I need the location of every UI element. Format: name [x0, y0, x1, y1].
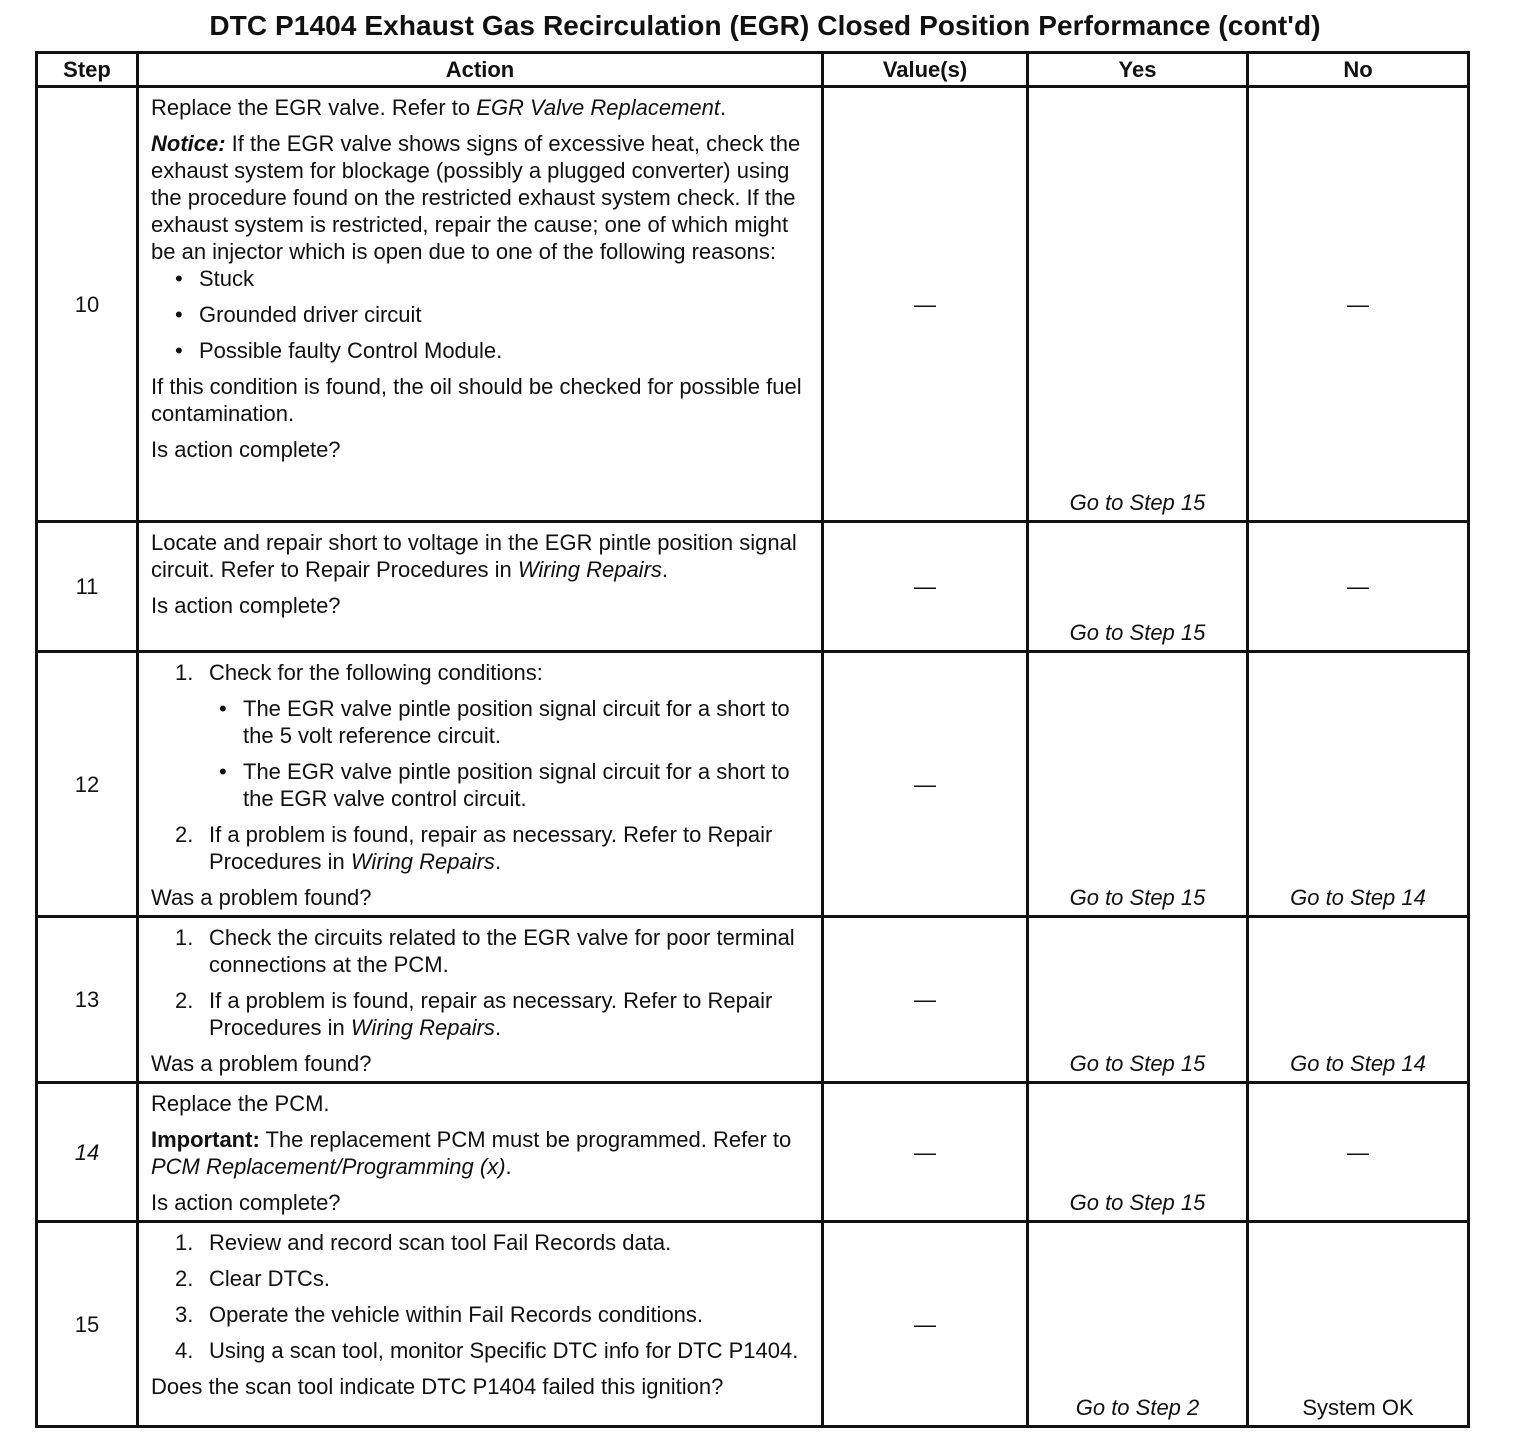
value-cell: — — [823, 1083, 1028, 1222]
bullet-list — [151, 265, 811, 364]
item-text: If a problem is found, repair as necessary. Refer to Repair Procedures in — [209, 988, 773, 1040]
numbered-item — [175, 659, 811, 812]
no-cell: — — [1248, 1083, 1469, 1222]
important-text: . — [505, 1154, 512, 1179]
action-question: Is action complete? — [151, 593, 341, 618]
header-values: Value(s) — [823, 53, 1028, 87]
table-row — [37, 87, 1469, 522]
action-cell — [138, 1083, 823, 1222]
numbered-item — [175, 1337, 811, 1364]
yes-goto: Go to Step 15 — [1069, 1190, 1206, 1215]
reference-link: Wiring Repairs — [350, 849, 495, 874]
numbered-list — [151, 1229, 811, 1364]
table-row — [37, 1222, 1469, 1427]
important-text: The replacement PCM must be programmed. Refer to — [259, 1127, 792, 1152]
value-cell: — — [823, 1222, 1028, 1427]
action-paragraph: Replace the PCM. — [151, 1091, 330, 1116]
action-paragraph: If this condition is found, the oil should be checked for possible fuel contamination. — [151, 374, 802, 426]
bullet-item: • The EGR valve pintle position signal circuit for a short to the 5 volt reference circuit. — [219, 695, 811, 749]
yes-cell — [1028, 87, 1248, 522]
bullet-item: • Stuck — [175, 265, 811, 292]
value-cell: — — [823, 87, 1028, 522]
action-question: Is action complete? — [151, 1190, 341, 1215]
no-cell: — — [1248, 522, 1469, 652]
action-cell — [138, 917, 823, 1083]
bullet-list — [209, 695, 811, 812]
numbered-list — [151, 924, 811, 1041]
reference-link: Wiring Repairs — [350, 1015, 495, 1040]
item-number: 4. — [175, 1338, 194, 1363]
value-cell: — — [823, 522, 1028, 652]
table-row — [37, 522, 1469, 652]
action-text: Replace the EGR valve. Refer to — [151, 95, 477, 120]
important-paragraph — [151, 1126, 811, 1180]
item-number: 3. — [175, 1302, 194, 1327]
step-number: 10 — [37, 87, 138, 522]
yes-goto: Go to Step 15 — [1069, 885, 1206, 910]
yes-cell — [1028, 1083, 1248, 1222]
item-number: 2. — [175, 822, 194, 847]
yes-cell — [1028, 1222, 1248, 1427]
bullet-item: • The EGR valve pintle position signal circuit for a short to the EGR valve control circuit. — [219, 758, 811, 812]
item-text: Review and record scan tool Fail Records data. — [209, 1230, 672, 1255]
item-text: Check the circuits related to the EGR valve for poor terminal connections at the PCM. — [209, 925, 795, 977]
action-question: Was a problem found? — [151, 885, 372, 910]
action-text: . — [720, 95, 727, 120]
notice-label: Notice: — [151, 131, 226, 156]
step-number: 11 — [37, 522, 138, 652]
item-number: 2. — [175, 1266, 194, 1291]
action-paragraph — [151, 529, 811, 583]
no-cell — [1248, 652, 1469, 917]
value-cell: — — [823, 652, 1028, 917]
item-number: 1. — [175, 925, 194, 950]
header-step: Step — [37, 53, 138, 87]
yes-goto: Go to Step 15 — [1069, 490, 1206, 515]
item-text: Using a scan tool, monitor Specific DTC info for DTC P1404. — [209, 1338, 799, 1363]
item-text: . — [494, 849, 502, 874]
action-question: Was a problem found? — [151, 1051, 372, 1076]
numbered-list — [151, 659, 811, 875]
no-result: System OK — [1302, 1395, 1414, 1420]
bullet-item: • Grounded driver circuit — [175, 301, 811, 328]
numbered-item — [175, 821, 811, 875]
no-goto: Go to Step 14 — [1290, 885, 1426, 910]
numbered-item — [175, 924, 811, 978]
item-number: 1. — [175, 1230, 194, 1255]
action-question: Is action complete? — [151, 437, 341, 462]
step-number: 14 — [37, 1083, 138, 1222]
action-question: Does the scan tool indicate DTC P1404 failed this ignition? — [151, 1374, 724, 1399]
page-title: DTC P1404 Exhaust Gas Recirculation (EGR) Closed Position Performance (cont'd) — [209, 10, 1321, 41]
step-number: 12 — [37, 652, 138, 917]
action-cell — [138, 652, 823, 917]
yes-goto: Go to Step 15 — [1069, 620, 1206, 645]
item-text: Check for the following conditions: — [209, 660, 543, 685]
numbered-item — [175, 1265, 811, 1292]
item-number: 1. — [175, 660, 194, 685]
yes-goto: Go to Step 2 — [1075, 1395, 1200, 1420]
table-row — [37, 917, 1469, 1083]
action-text: Locate and repair short to voltage in the EGR pintle position signal circuit. Refer to Repair Procedures in — [151, 530, 797, 582]
table-row — [37, 652, 1469, 917]
numbered-item — [175, 1229, 811, 1256]
diagnostic-table — [35, 51, 1470, 1428]
item-text: . — [494, 1015, 502, 1040]
reference-link: PCM Replacement/Programming (x) — [151, 1154, 506, 1179]
table-header-row — [37, 53, 1469, 87]
action-paragraph — [151, 94, 811, 121]
yes-cell — [1028, 917, 1248, 1083]
notice-paragraph — [151, 130, 811, 265]
action-cell — [138, 522, 823, 652]
no-cell: — — [1248, 87, 1469, 522]
item-text: If a problem is found, repair as necessary. Refer to Repair Procedures in — [209, 822, 773, 874]
header-action: Action — [138, 53, 823, 87]
header-no: No — [1248, 53, 1469, 87]
numbered-item — [175, 1301, 811, 1328]
item-text: Clear DTCs. — [209, 1266, 331, 1291]
no-cell — [1248, 917, 1469, 1083]
no-cell — [1248, 1222, 1469, 1427]
bullet-item: • Possible faulty Control Module. — [175, 337, 811, 364]
table-row — [37, 1083, 1469, 1222]
header-yes: Yes — [1028, 53, 1248, 87]
reference-link: EGR Valve Replacement — [476, 95, 721, 120]
notice-text: If the EGR valve shows signs of excessive heat, check the exhaust system for blockage (possibly a plugged converter) using the procedure found on the restricted exhaust system check. If the exhaust system is restricted, repair the cause; one of which might be an injector which is open due to one of the following reasons: — [151, 131, 801, 264]
item-number: 2. — [175, 988, 194, 1013]
reference-link: Wiring Repairs — [517, 557, 662, 582]
value-cell: — — [823, 917, 1028, 1083]
action-cell — [138, 87, 823, 522]
action-cell — [138, 1222, 823, 1427]
no-goto: Go to Step 14 — [1290, 1051, 1426, 1076]
step-number: 13 — [37, 917, 138, 1083]
important-label: Important: — [151, 1127, 260, 1152]
item-text: Operate the vehicle within Fail Records conditions. — [209, 1302, 704, 1327]
numbered-item — [175, 987, 811, 1041]
yes-cell — [1028, 652, 1248, 917]
yes-cell — [1028, 522, 1248, 652]
yes-goto: Go to Step 15 — [1069, 1051, 1206, 1076]
step-number: 15 — [37, 1222, 138, 1427]
action-text: . — [661, 557, 669, 582]
